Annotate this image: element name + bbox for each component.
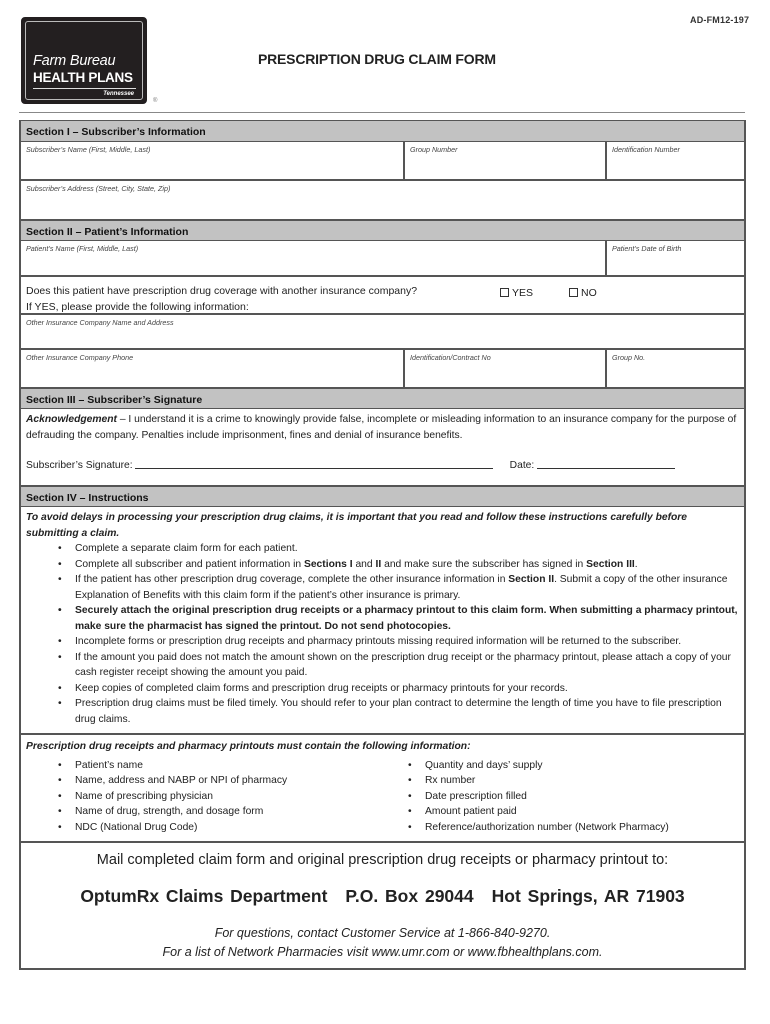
section2-heading: Section II – Patient’s Information <box>21 220 744 241</box>
identification-number-field[interactable] <box>605 142 744 179</box>
requirement-item: • Date prescription filled <box>408 789 669 805</box>
instruction-item: • Incomplete forms or prescription drug receipts and pharmacy printouts missing required information will be returned to the subscriber. <box>58 634 739 650</box>
instruction-item <box>58 572 739 603</box>
mailing-dept: OptumRx Claims Department <box>80 886 328 906</box>
section2-row1 <box>21 241 744 277</box>
section1-heading: Section I – Subscriber’s Information <box>21 121 744 142</box>
questions-text: For questions, contact Customer Service at 1-866-840-9270. <box>214 926 551 940</box>
instructions-block <box>21 507 744 735</box>
instruction-item: • Prescription drug claims must be filed timely. You should refer to your plan contract to determine the length of time you have to file prescription drug claims. <box>58 696 739 727</box>
requirements-right-list <box>408 758 669 836</box>
network-text: For a list of Network Pharmacies visit www.umr.com or www.fbhealthplans.com. <box>162 945 603 959</box>
instructions-list <box>58 541 739 727</box>
instructions-intro: To avoid delays in processing your prescription drug claims, it is important that you read and follow these instructions carefully before submitting a claim. <box>26 512 688 539</box>
signature-label: Subscriber’s Signature: <box>26 460 133 471</box>
requirement-item: • Rx number <box>408 773 669 789</box>
registered-mark: ® <box>153 98 158 104</box>
requirements-columns <box>26 758 739 836</box>
requirements-left-list <box>58 758 408 836</box>
requirement-item: • NDC (National Drug Code) <box>58 820 408 836</box>
text-bold: Sections I <box>303 558 353 570</box>
section2-row3 <box>21 315 744 350</box>
identification-number-label: Identification Number <box>612 145 680 154</box>
patient-name-label: Patient’s Name (First, Middle, Last) <box>26 244 139 253</box>
contact-info <box>21 924 744 962</box>
subscriber-address-field[interactable] <box>21 181 744 219</box>
signature-field[interactable] <box>135 458 493 469</box>
instruction-item: • Keep copies of completed claim forms and prescription drug receipts or pharmacy printouts for your records. <box>58 681 739 697</box>
claim-form <box>19 120 746 970</box>
patient-name-field[interactable] <box>21 241 605 275</box>
header-divider <box>19 112 745 113</box>
form-code: AD-FM12-197 <box>690 15 750 25</box>
acknowledgement-label: Acknowledgement <box>26 414 117 425</box>
mailing-block <box>21 843 744 970</box>
subscriber-name-label: Subscriber’s Name (First, Middle, Last) <box>26 145 151 154</box>
logo-state: Tennessee <box>103 91 134 97</box>
requirement-item: • Quantity and days’ supply <box>408 758 669 774</box>
mailing-address <box>21 886 744 907</box>
requirement-item: • Name of drug, strength, and dosage form <box>58 804 408 820</box>
date-label: Date: <box>509 460 535 471</box>
acknowledgement-body: – I understand it is a crime to knowingly provide false, incomplete or misleading information to an insurance company for the purpose of defrauding the company. Penalties include imprisonment, fines and denial of insurance benefits. <box>26 414 737 441</box>
no-label: NO <box>581 287 597 299</box>
instruction-item: • Complete a separate claim form for each patient. <box>58 541 739 557</box>
text: . Submit a copy of the other insurance Explanation of Benefits with this claim form if the patient’s other insurance is primary. <box>75 574 728 601</box>
text: . <box>634 558 638 570</box>
section2-row4 <box>21 350 744 388</box>
contract-number-field[interactable] <box>403 350 605 387</box>
text: and <box>352 558 376 570</box>
text-bold: II <box>375 558 382 570</box>
requirement-item: • Amount patient paid <box>408 804 669 820</box>
requirement-item: • Reference/authorization number (Network Pharmacy) <box>408 820 669 836</box>
text: and make sure the subscriber has signed in <box>381 558 587 570</box>
section1-row1 <box>21 142 744 181</box>
patient-dob-label: Patient’s Date of Birth <box>612 244 682 253</box>
mailing-intro: Mail completed claim form and original prescription drug receipts or pharmacy printout to: <box>96 852 669 868</box>
requirements-title: Prescription drug receipts and pharmacy printouts must contain the following information: <box>26 741 471 752</box>
section4-heading: Section IV – Instructions <box>21 486 744 507</box>
group-number-field[interactable] <box>403 142 605 179</box>
text: If the patient has other prescription drug coverage, complete the other insurance information in <box>75 574 509 585</box>
requirement-item: • Name, address and NABP or NPI of pharmacy <box>58 773 408 789</box>
instruction-item <box>58 557 739 573</box>
logo-line2: HEALTH PLANS <box>33 70 133 85</box>
date-field[interactable] <box>537 458 675 469</box>
text-bold: Section III <box>586 558 635 570</box>
subscriber-address-label: Subscriber’s Address (Street, City, State, Zip) <box>26 184 171 193</box>
checkbox-icon <box>569 288 578 297</box>
acknowledgement-block <box>21 409 744 486</box>
yes-checkbox[interactable] <box>500 285 533 301</box>
requirement-item: • Name of prescribing physician <box>58 789 408 805</box>
other-insurance-phone-field[interactable] <box>21 350 403 387</box>
signature-line <box>26 458 739 474</box>
subscriber-name-field[interactable] <box>21 142 403 179</box>
text: Complete all subscriber and patient information in <box>75 558 304 570</box>
group-no-label: Group No. <box>612 353 646 362</box>
yes-label: YES <box>512 287 534 299</box>
section3-heading: Section III – Subscriber’s Signature <box>21 388 744 409</box>
acknowledgement-text <box>26 412 739 444</box>
no-checkbox[interactable] <box>569 285 597 301</box>
instruction-item: • Securely attach the original prescription drug receipts or a pharmacy printout to this claim form. When submitting a pharmacy printout, make sure the pharmacist has signed the printout. Do not send photocopies. <box>58 603 739 634</box>
other-insurance-name-label: Other Insurance Company Name and Address <box>26 318 174 327</box>
other-insurance-phone-label: Other Insurance Company Phone <box>26 353 134 362</box>
mailing-city: Hot Springs, AR 71903 <box>491 886 685 906</box>
requirements-block <box>21 735 744 843</box>
section1-row2 <box>21 181 744 220</box>
instruction-item: • If the amount you paid does not match the amount shown on the prescription drug receipt or the pharmacy printout, please attach a copy of your cash register receipt showing the amount you paid. <box>58 650 739 681</box>
logo <box>21 17 147 104</box>
requirement-item: • Patient’s name <box>58 758 408 774</box>
logo-rule <box>33 88 136 89</box>
question-followup: If YES, please provide the following information: <box>26 301 249 313</box>
mailing-po-box: P.O. Box 29044 <box>345 886 474 906</box>
checkbox-icon <box>500 288 509 297</box>
group-number-label: Group Number <box>410 145 458 154</box>
logo-line1: Farm Bureau <box>33 53 116 69</box>
other-coverage-question <box>21 277 744 315</box>
patient-dob-field[interactable] <box>605 241 744 275</box>
page-title: PRESCRIPTION DRUG CLAIM FORM <box>258 51 496 67</box>
text-bold: Section II <box>508 574 555 585</box>
group-no-field[interactable] <box>605 350 744 387</box>
other-insurance-name-field[interactable] <box>21 315 744 348</box>
contract-number-label: Identification/Contract No <box>410 353 491 362</box>
question-text: Does this patient have prescription drug coverage with another insurance company? <box>26 285 418 297</box>
